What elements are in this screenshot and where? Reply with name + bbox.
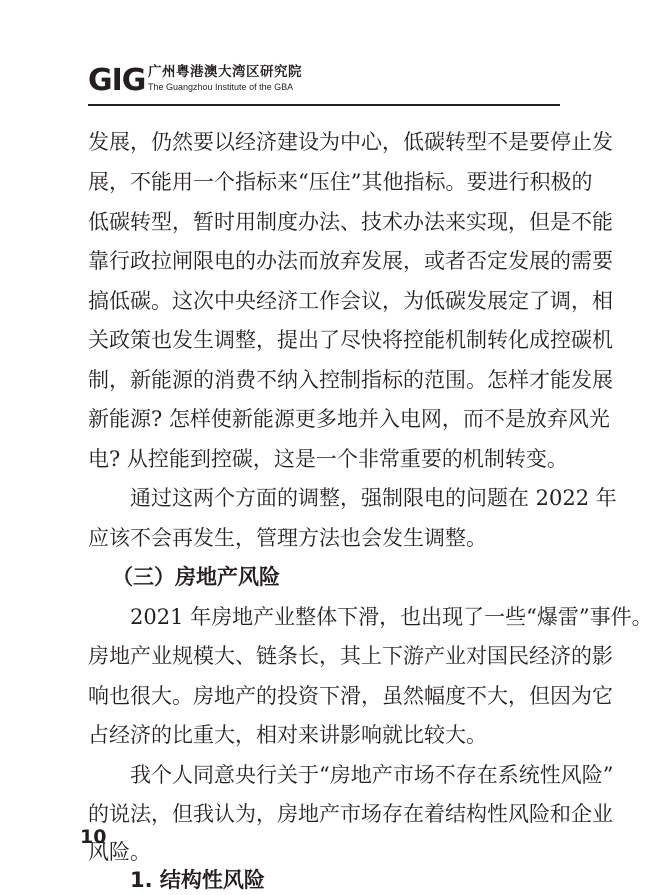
text-line: 关政策也发生调整，提出了尽快将控能机制转化成控碳机 (88, 328, 613, 352)
text-line: 风险。 (88, 840, 151, 864)
institute-name-cn: 广州粤港澳大湾区研究院 (148, 64, 302, 80)
text-line: 占经济的比重大，相对来讲影响就比较大。 (88, 723, 487, 747)
page-number: 10 (80, 826, 107, 848)
gig-logo: GIG (88, 63, 146, 98)
subsection-heading: 1. 结构性风险 (130, 868, 265, 892)
text-line: 新能源? 怎样使新能源更多地并入电网，而不是放弃风光 (88, 407, 610, 431)
text-line: 低碳转型，暂时用制度办法、技术办法来实现，但是不能 (88, 210, 613, 234)
text-line: 应该不会再发生，管理方法也会发生调整。 (88, 526, 487, 550)
text-line: 房地产业规模大、链条长，其上下游产业对国民经济的影 (88, 644, 613, 668)
text-line: 发展，仍然要以经济建设为中心，低碳转型不是要停止发 (88, 130, 613, 154)
text-line: 的说法，但我认为，房地产市场存在着结构性风险和企业 (88, 802, 613, 826)
text-line: 靠行政拉闸限电的办法而放弃发展，或者否定发展的需要 (88, 249, 613, 273)
text-line: 2021 年房地产业整体下滑，也出现了一些“爆雷”事件。 (130, 605, 653, 629)
text-line: 响也很大。房地产的投资下滑，虽然幅度不大，但因为它 (88, 684, 613, 708)
text-line: 通过这两个方面的调整，强制限电的问题在 2022 年 (130, 486, 617, 510)
section-heading: （三）房地产风险 (112, 565, 280, 589)
text-line: 电? 从控能到控碳，这是一个非常重要的机制转变。 (88, 447, 568, 471)
text-line: 展，不能用一个指标来“压住”其他指标。要进行积极的 (88, 170, 593, 194)
text-line: 搞低碳。这次中央经济工作会议，为低碳发展定了调，相 (88, 289, 613, 313)
text-line: 我个人同意央行关于“房地产市场不存在系统性风险” (130, 763, 614, 787)
text-line: 制，新能源的消费不纳入控制指标的范围。怎样才能发展 (88, 368, 613, 392)
institute-name-en: The Guangzhou Institute of the GBA (148, 82, 294, 92)
